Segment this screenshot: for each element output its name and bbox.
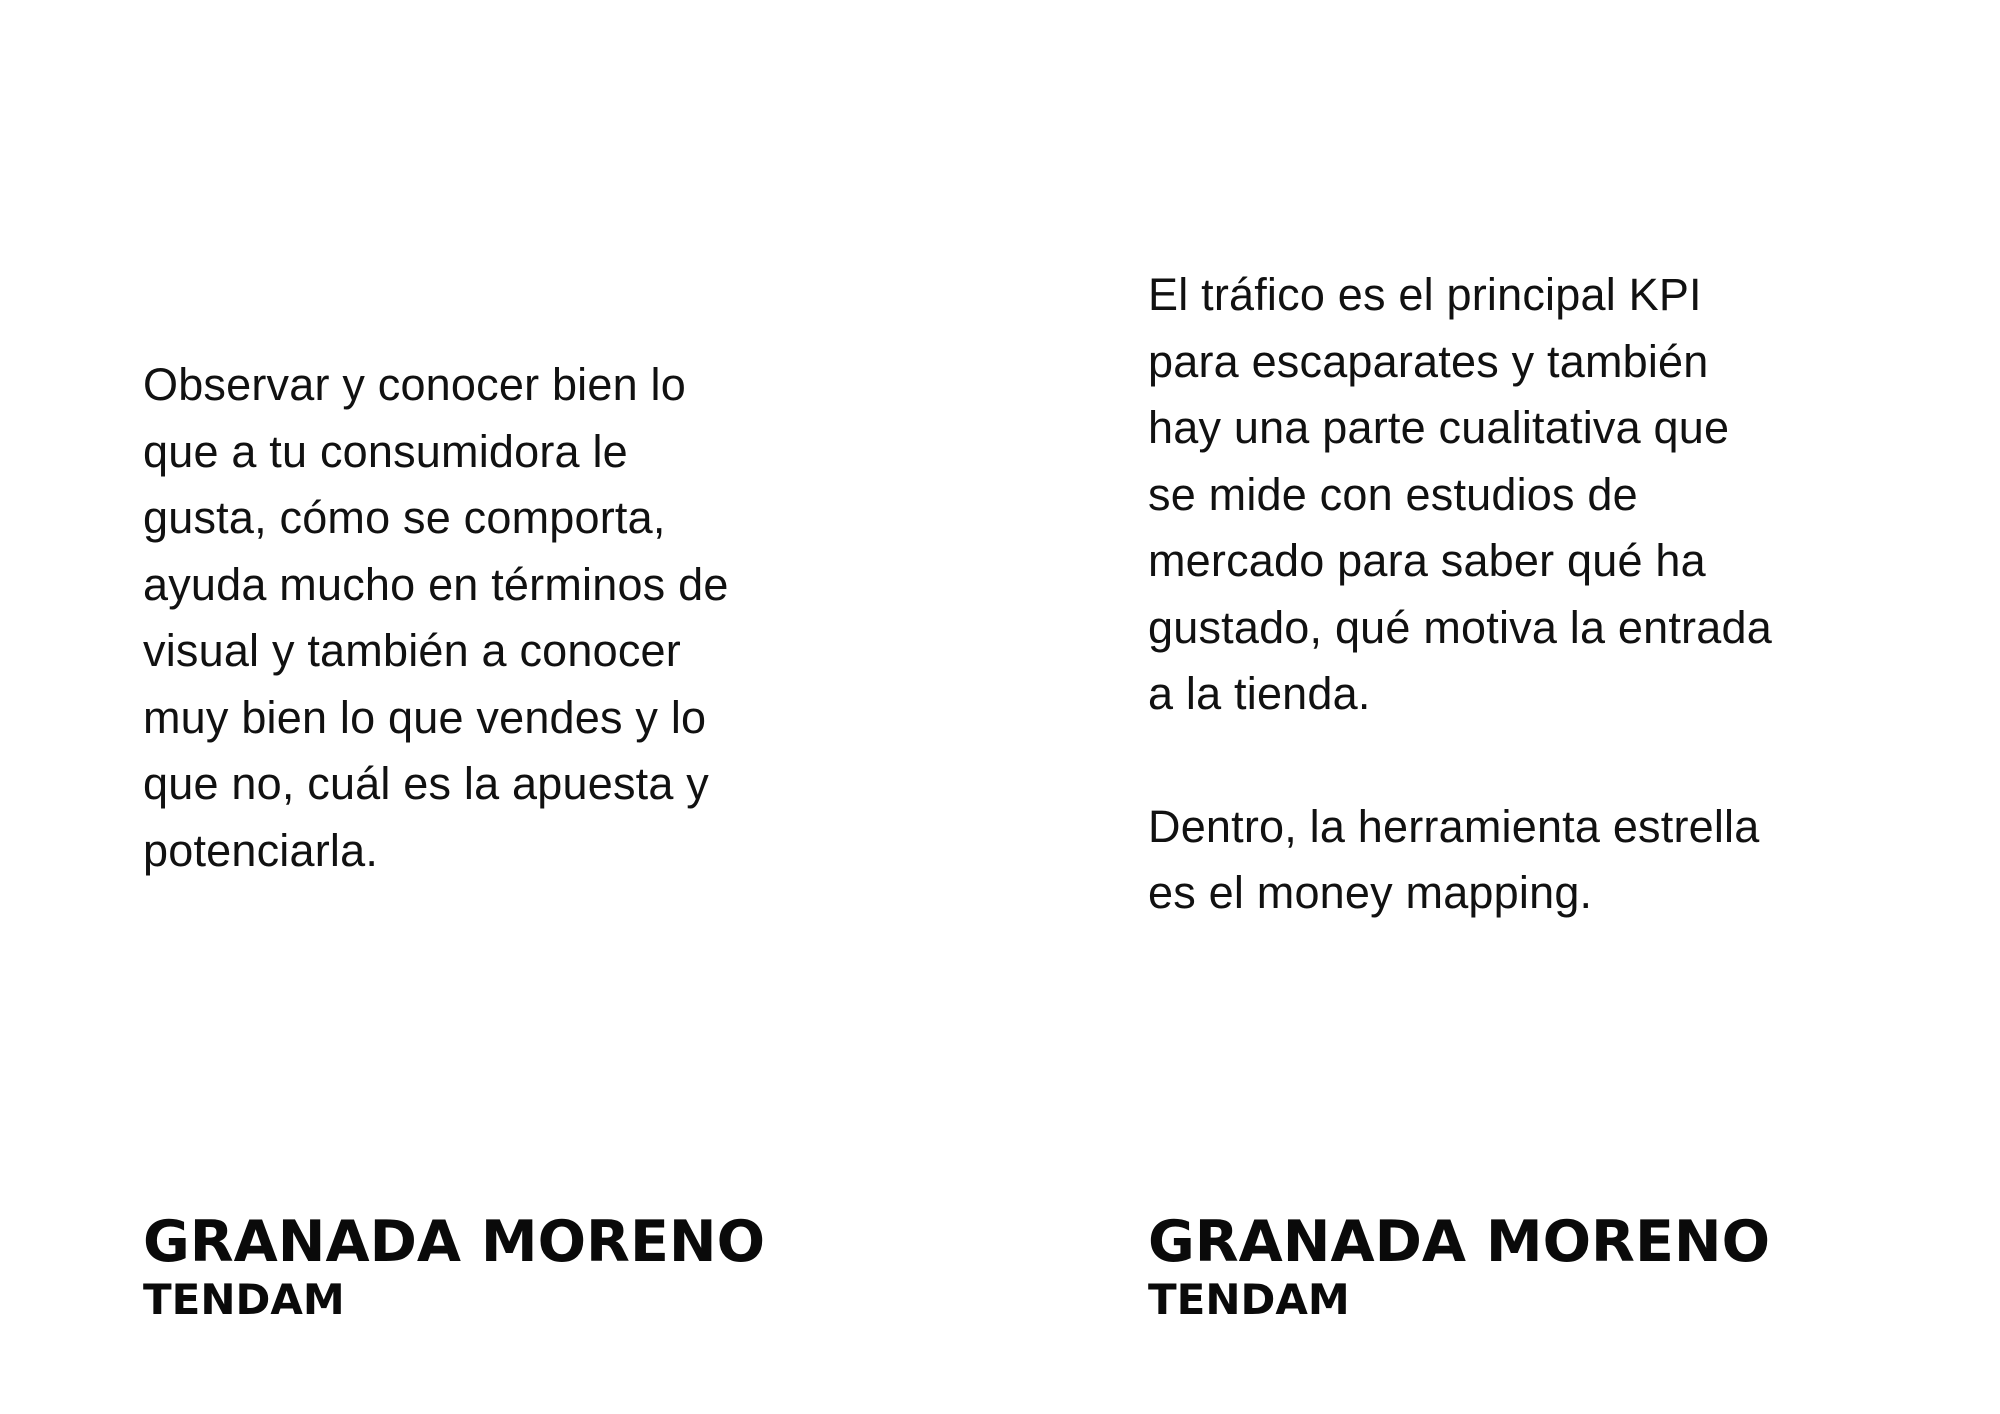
author-company: TENDAM <box>143 1275 345 1324</box>
author-attribution <box>143 1210 765 1324</box>
author-company: TENDAM <box>1148 1275 1350 1324</box>
quote-text <box>143 352 843 884</box>
quote-paragraph: El tráfico es el principal KPI para escaparates y también hay una parte cualitativa que se mide con estudios de mercado para saber qué ha gustado, qué motiva la entrada a la tienda. <box>1148 269 1772 719</box>
author-name: GRANADA MORENO <box>143 1209 766 1275</box>
quote-text <box>1148 262 1848 927</box>
author-name: GRANADA MORENO <box>1148 1209 1771 1275</box>
author-attribution <box>1148 1210 1770 1324</box>
quote-paragraph: Observar y conocer bien lo que a tu consumidora le gusta, cómo se comporta, ayuda mucho en términos de visual y también a conocer muy bien lo que vendes y lo que no, cuál es la apuesta y potenciarla. <box>143 359 729 876</box>
quote-paragraph: Dentro, la herramienta estrella es el money mapping. <box>1148 800 1760 918</box>
